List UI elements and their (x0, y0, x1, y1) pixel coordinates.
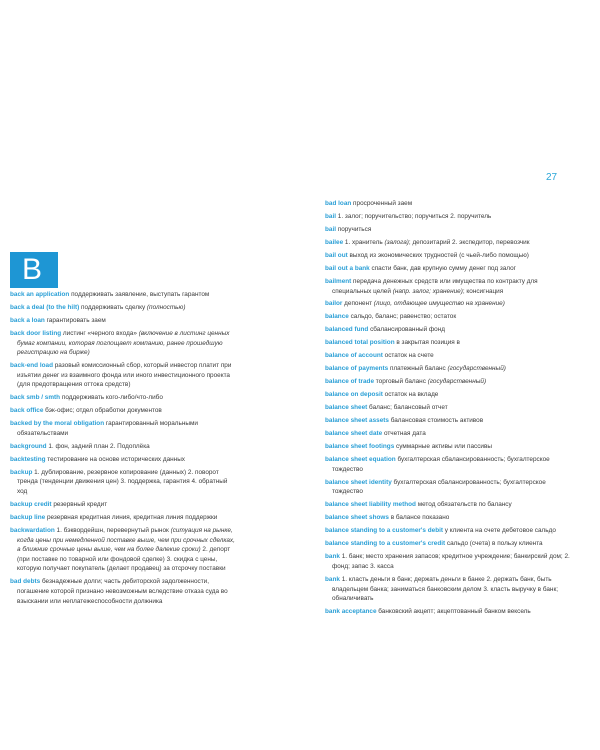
entry-definition: депонент (342, 300, 374, 308)
dictionary-entry (10, 361, 236, 390)
dictionary-entry (325, 552, 570, 571)
entry-definition: сальдо (счета) в пользу клиента (445, 540, 543, 548)
dictionary-entry (325, 575, 570, 604)
entry-definition: просроченный заем (351, 200, 413, 207)
entry-definition: 1. банк; место хранения запасов; кредитное учреждение; банкирский дом; 2. фонд; запас 3. касса (332, 553, 570, 570)
entry-term: back smb / smth (10, 394, 61, 402)
dictionary-entry (325, 403, 570, 413)
dictionary-entry (325, 364, 570, 374)
entry-definition: поддерживать кого-либо/что-либо (60, 394, 163, 402)
dictionary-entry (10, 468, 236, 497)
dictionary-entry (10, 577, 236, 606)
dictionary-entry (10, 393, 236, 403)
dictionary-entry (325, 513, 570, 523)
entry-definition: в балансе показано (388, 514, 450, 522)
entry-term: bailee (325, 238, 344, 246)
entry-definition: 1. дублирование, резервное копирование (данных) 2. поворот тренда (тенденции движения цен) 3. поддержка, гарантия 4. обратный ход (17, 468, 228, 495)
entry-term: back door listing (10, 329, 62, 337)
entry-term: back a deal (to the hilt) (10, 303, 80, 311)
right-column (325, 199, 570, 620)
dictionary-entry (325, 312, 570, 322)
entry-term: backed by the moral obligation (10, 420, 105, 428)
entry-definition: банковский акцепт; акцептованный банком вексель (376, 608, 531, 616)
entry-term: back an application (10, 291, 70, 298)
entry-term: backwardation (10, 526, 55, 534)
entry-definition: балансовая стоимость активов (388, 417, 484, 425)
entry-definition: гарантированный моральными обязательствами (17, 420, 198, 437)
left-column (10, 290, 236, 609)
entry-term: bailor (325, 300, 343, 308)
dictionary-entry (325, 500, 570, 510)
entry-definition: (залога) (384, 238, 409, 246)
entry-term: balance sheet equation (325, 456, 396, 464)
dictionary-entry (325, 539, 570, 549)
entry-definition: остаток на вкладе (382, 391, 439, 399)
entry-definition: бэк-офис; отдел обработки документов (43, 407, 162, 415)
dictionary-entry (325, 390, 570, 400)
entry-term: balance sheet identity (325, 478, 392, 486)
entry-definition: резервная кредитная линия, кредитная линия поддержки (45, 513, 218, 521)
dictionary-entry (325, 212, 570, 222)
entry-term: balance sheet (325, 404, 368, 412)
entry-term: back office (10, 407, 44, 415)
entry-definition: (государственный) (447, 365, 506, 373)
entry-term: balance sheet shows (325, 514, 389, 522)
entry-term: balance of trade (325, 378, 375, 386)
dictionary-entry (325, 416, 570, 426)
entry-definition: (включение в листинг ценных бумаг компании, которая поглощает компанию, ранее прошедшую регистрацию на бирже) (17, 329, 230, 357)
entry-term: balance sheet liability method (325, 501, 416, 509)
page-number: 27 (546, 172, 558, 183)
entry-definition: поддерживать заявление, выступать гарантом (69, 291, 210, 298)
entry-definition: 1. бэквордейшн, перевернутый рынок (54, 526, 171, 534)
entry-definition: поручиться (336, 225, 372, 233)
entry-definition: выход из экономических трудностей (с чьей-либо помощью) (347, 251, 529, 259)
entry-term: balance of account (325, 352, 383, 360)
section-letter: B (10, 252, 58, 288)
dictionary-entry (325, 429, 570, 439)
entry-term: bad loan (325, 200, 352, 207)
dictionary-entry (10, 455, 236, 465)
entry-definition: платежный баланс (388, 365, 448, 373)
dictionary-entry (325, 526, 570, 536)
entry-definition: резервный кредит (51, 500, 108, 508)
entry-definition: передача денежных средств или имущества по контракту для специальных целей (332, 277, 538, 295)
dictionary-entry (10, 442, 236, 452)
entry-term: backup (10, 468, 33, 476)
entry-definition: сальдо, баланс; равенство; остаток (348, 313, 457, 321)
dictionary-entry (325, 251, 570, 261)
entry-definition: 1. класть деньги в банк; держать деньги в банке 2. держать банк, быть владельцем банка; заниматься банковским делом 3. класть выручку в банк; обналичивать (332, 575, 559, 603)
dictionary-entry (10, 316, 236, 326)
entry-definition: ; консигнация (462, 287, 504, 295)
dictionary-entry (325, 225, 570, 235)
entry-term: balance (325, 313, 349, 321)
dictionary-entry (325, 607, 570, 617)
entry-term: bail out a bank (325, 264, 370, 272)
entry-term: back a loan (10, 316, 45, 324)
dictionary-entry (325, 442, 570, 452)
entry-term: bad debts (10, 578, 41, 586)
entry-definition: тестирование на основе исторических данных (45, 455, 185, 463)
entry-definition: сбалансированный фонд (368, 326, 445, 334)
entry-definition: бухгалтерская сбалансированность; бухгалтерское тождество (332, 478, 546, 496)
entry-definition: бухгалтерская сбалансированность; бухгалтерское тождество (332, 456, 550, 473)
entry-term: balance standing to a customer's credit (325, 540, 446, 548)
entry-term: balance standing to a customer's debit (325, 527, 443, 535)
entry-term: bail (325, 212, 337, 220)
entry-definition: суммарные активы или пассивы (394, 443, 492, 451)
dictionary-entry (325, 455, 570, 474)
entry-definition: в закрытая позиция в (394, 339, 460, 347)
dictionary-entry (325, 338, 570, 348)
dictionary-entry (10, 329, 236, 358)
entry-definition: 1. залог; поручительство; поручиться 2. поручитель (336, 212, 492, 220)
entry-term: balanced total position (325, 339, 395, 347)
entry-definition: гарантировать заем (44, 316, 106, 324)
dictionary-entry (325, 277, 570, 296)
dictionary-entry (325, 377, 570, 387)
entry-term: bail out (325, 251, 348, 259)
dictionary-entry (10, 526, 236, 574)
dictionary-entry (325, 351, 570, 361)
dictionary-entry (10, 303, 236, 313)
entry-term: backup line (10, 513, 46, 521)
entry-definition: спасти банк, дав крупную сумму денег под залог (369, 264, 516, 272)
dictionary-entry (10, 513, 236, 523)
entry-definition: (полностью) (146, 303, 186, 311)
entry-definition: листинг «черного входа» (61, 329, 139, 337)
dictionary-entry (10, 419, 236, 438)
dictionary-entry (10, 406, 236, 416)
entry-term: backtesting (10, 455, 46, 463)
entry-term: balance sheet footings (325, 443, 395, 451)
entry-term: background (10, 442, 47, 450)
entry-definition: (ситуация на рынке, когда цены при немедленной поставке выше, чем при срочных сделках, а ближние срочные цены выше, чем на более далекие сроки) (17, 526, 235, 554)
entry-definition: разовый комиссионный сбор, который инвестор платит при изъятии денег из взаимного фонда или иного инвестиционного проекта (для предотвращения оттока средств) (17, 362, 232, 389)
dictionary-entry (325, 199, 570, 209)
entry-definition: (лицо, отдающее имущество на хранение) (373, 300, 505, 308)
entry-definition: ; депозитарий 2. экспедитор, перевозчик (408, 238, 530, 246)
entry-term: bank (325, 575, 340, 583)
dictionary-entry (10, 500, 236, 510)
entry-term: bail (325, 225, 337, 233)
entry-term: balance sheet assets (325, 417, 389, 425)
entry-term: balance sheet date (325, 430, 383, 438)
dictionary-entry (325, 325, 570, 335)
entry-definition: баланс; балансовый отчет (367, 404, 448, 412)
entry-term: back-end load (10, 362, 53, 370)
dictionary-entry (10, 290, 236, 300)
entry-definition: у клиента на счете дебетовое сальдо (443, 527, 556, 535)
entry-definition: поддерживать сделку (79, 303, 147, 311)
entry-term: backup credit (10, 500, 52, 508)
entry-definition: безнадежные долги; часть дебиторской задолженности, погашение которой признано невозможным вследствие отказа суда во взыскании или неплатежеспособности должника (17, 578, 228, 605)
entry-definition: 2. депорт (при поставке по товарной или фондовой сделке) 3. скидка с цены, которую получает покупатель (делает продавец) за отсрочку поставки (17, 546, 231, 573)
entry-definition: 1. фон, задний план 2. Подоплёка (46, 442, 150, 450)
entry-definition: отчетная дата (382, 430, 426, 438)
entry-term: balance of payments (325, 365, 389, 373)
entry-term: bank acceptance (325, 608, 377, 616)
dictionary-entry (325, 264, 570, 274)
entry-term: balance on deposit (325, 391, 383, 399)
dictionary-entry (325, 478, 570, 497)
entry-term: bank (325, 553, 340, 561)
entry-definition: торговый баланс (374, 378, 428, 386)
entry-term: balanced fund (325, 326, 369, 334)
entry-definition: (напр. залог; хранение) (392, 287, 463, 295)
dictionary-entry (325, 238, 570, 248)
entry-definition: 1. хранитель (343, 238, 385, 246)
entry-definition: остаток на счете (382, 352, 434, 360)
dictionary-entry (325, 299, 570, 309)
entry-definition: метод обязательств по балансу (415, 501, 512, 509)
entry-definition: (государственный) (427, 378, 487, 386)
entry-term: bailment (325, 277, 352, 285)
